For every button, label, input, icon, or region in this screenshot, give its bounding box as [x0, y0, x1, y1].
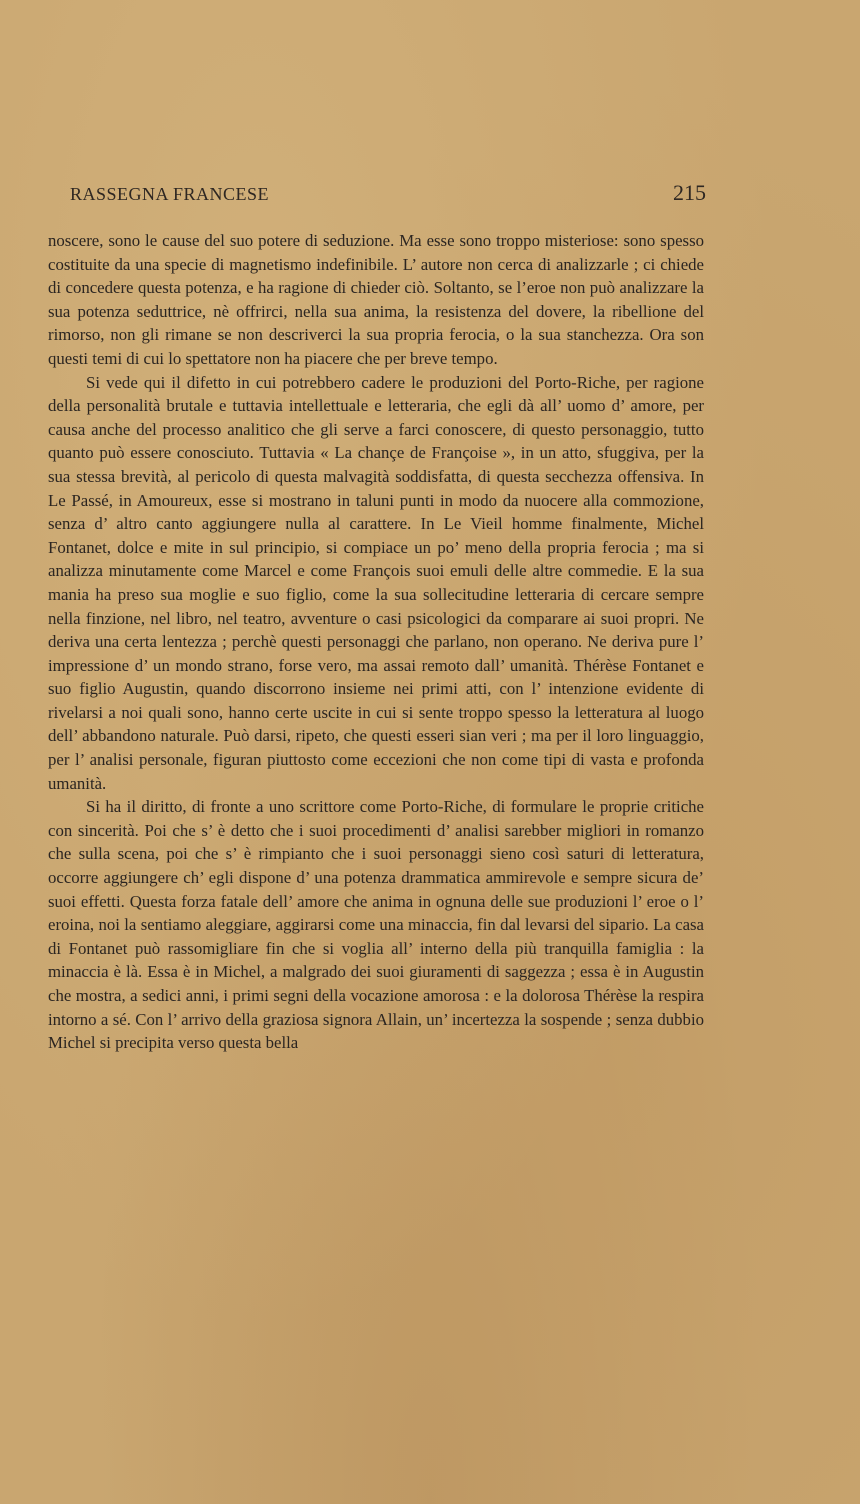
running-head: RASSEGNA FRANCESE — [70, 184, 270, 204]
paragraph-1: noscere, sono le cause del suo potere di seduzione. Ma esse sono troppo misteriose: sono spesso costituite da una specie di magnetismo indefinibile. L’ autore non cerca di analizzarle ; ci chiede di concedere questa potenza, e ha ragione di chieder ciò. Soltanto, se l’eroe non può analizzare la sua potenza seduttrice, nè offrirci, nella sua anima, la resistenza del dovere, la ribellione del rimorso, non gli rimane se non descriverci la sua propria ferocia, o la sua stanchezza. Ora son questi temi di cui lo spettatore non ha piacere che per breve tempo. — [48, 231, 704, 368]
paragraph-3: Si ha il diritto, di fronte a uno scrittore come Porto-Riche, di formulare le proprie critiche con sincerità. Poi che s’ è detto che i suoi procedimenti d’ analisi sarebber migliori in romanzo che sulla scena, poi che s’ è rimpianto che i suoi personaggi sieno così saturi di letteratura, occorre aggiungere ch’ egli dispone d’ una potenza drammatica ammirevole e sempre sicura de’ suoi effetti. Questa forza fatale dell’ amore che anima in ognuna delle sue produzioni l’ eroe o l’ eroina, noi la sentiamo aleggiare, aggirarsi come una minaccia, fin dal levarsi del sipario. La casa di Fontanet può rassomigliare fin che si voglia all’ interno della più tranquilla famiglia : la minaccia è là. Essa è in Michel, a malgrado dei suoi giuramenti di saggezza ; essa è in Augustin che mostra, a sedici anni, i primi segni della vocazione amorosa : e la dolorosa Thérèse la respira intorno a sé. Con l’ arrivo della graziosa signora Allain, un’ incertezza la sospende ; senza dubbio Michel si precipita verso questa bella — [48, 797, 704, 1053]
paragraph-2: Si vede qui il difetto in cui potrebbero cadere le produzioni del Porto-Riche, per ragione della personalità brutale e tuttavia intellettuale e letteraria, che egli dà all’ uomo d’ amore, per causa anche del processo analitico che gli serve a farci conoscere, di questo personaggio, tutto quanto può essere conosciuto. Tuttavia « La chançe de Françoise », in un atto, sfuggiva, per la sua stessa brevità, al pericolo di questa malvagità soddisfatta, di questa secchezza offensiva. In Le Passé, in Amoureux, esse si mostrano in taluni punti in modo da nuocere alla commozione, senza d’ altro canto aggiungere nulla al carattere. In Le Vieil homme finalmente, Michel Fontanet, dolce e mite in sul principio, si compiace un po’ meno della propria ferocia ; ma si analizza minutamente come Marcel e come François suoi emuli delle altre commedie. E la sua mania ha preso sua moglie e suo figlio, come la sua sollecitudine letteraria di cercare sempre nella finzione, nel libro, nel teatro, avventure o casi psicologici da comparare ai suoi propri. Ne deriva una certa lentezza ; perchè questi personaggi che parlano, non operano. Ne deriva pure l’ impressione d’ un mondo strano, forse vero, ma assai remoto dall’ umanità. Thérèse Fontanet e suo figlio Augustin, quando discorrono insieme nei primi atti, con l’ intenzione evidente di rivelarsi a noi quali sono, hanno certe uscite in cui si sente troppo spesso la letteratura al luogo dell’ abbandono naturale. Può darsi, ripeto, che questi esseri sian veri ; ma per il loro linguaggio, per l’ analisi personale, figuran piuttosto come eccezioni che non come tipi di vasta e profonda umanità. — [48, 372, 704, 793]
page-number: 215 — [673, 180, 706, 205]
page-header — [70, 180, 706, 210]
body-text — [48, 229, 704, 1055]
